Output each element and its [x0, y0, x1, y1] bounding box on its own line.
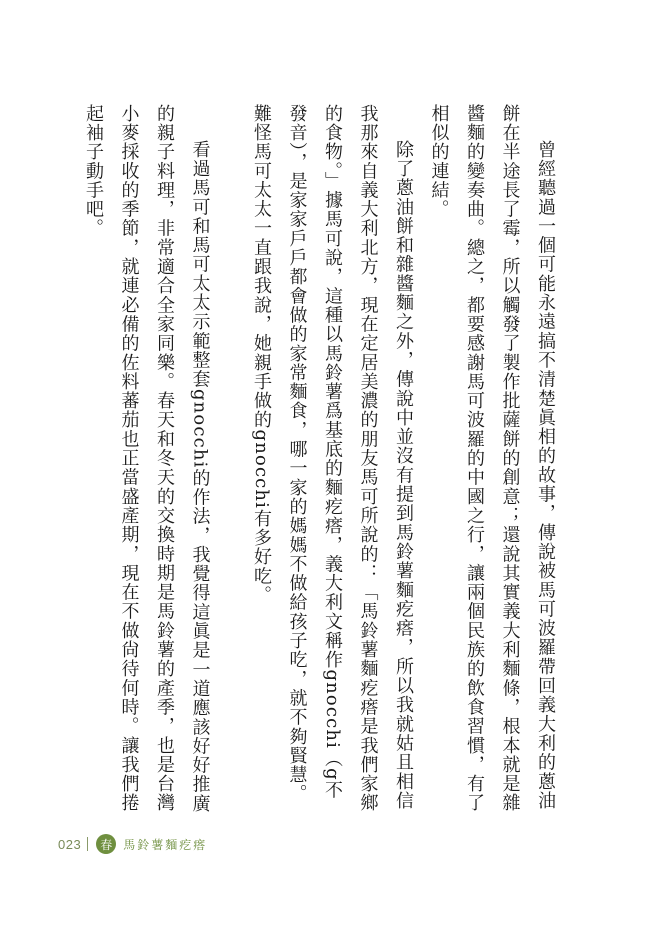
body-text: [50, 104, 564, 814]
page-footer: [58, 834, 207, 854]
paragraph: 除了蔥油餅和雜醬麵之外，傳說中並沒有提到馬鈴薯麵疙瘩，所以我就姑且相信我那來自義大利北方，現在定居美濃的朋友馬可所說的：「馬鈴薯麵疙瘩是我們家鄉的食物。」據馬可說，這種以馬鈴薯爲基底的麵疙瘩，義大利文稱作gnocchi（g不發音），是家家戶戶都會做的家常麵食，哪一家的媽媽不做給孩子吃，就不夠賢慧。難怪馬可太太一直跟我說，她親手做的gnocchi有多好吃。: [251, 104, 414, 813]
paragraph: 看過馬可和馬可太太示範整套gnocchi的作法，我覺得這眞是一道應該好好推廣的親子料理，非常適合全家同樂。春天和冬天的交換時期是馬鈴薯的產季，也是台灣小麥採收的季節，就連必備的佐料蕃茄也正當盛產期，現在不做尙待何時。讓我們捲起袖子動手吧。: [83, 104, 211, 814]
footer-divider: [87, 837, 88, 851]
paragraph: 曾經聽過一個可能永遠搞不清楚眞相的故事，傳說被馬可波羅帶回義大利的蔥油餅在半途長了霉，所以觸發了製作批薩餅的創意；還說其實義大利麵條，根本就是雜醬麵的變奏曲。總之，都要感謝馬可波羅的中國之行，讓兩個民族的飲食習慣，有了相似的連結。: [428, 104, 556, 813]
page-number: 023: [58, 836, 82, 852]
chapter-title: 馬鈴薯麵疙瘩: [123, 837, 208, 852]
season-badge-icon: 春: [96, 834, 116, 854]
